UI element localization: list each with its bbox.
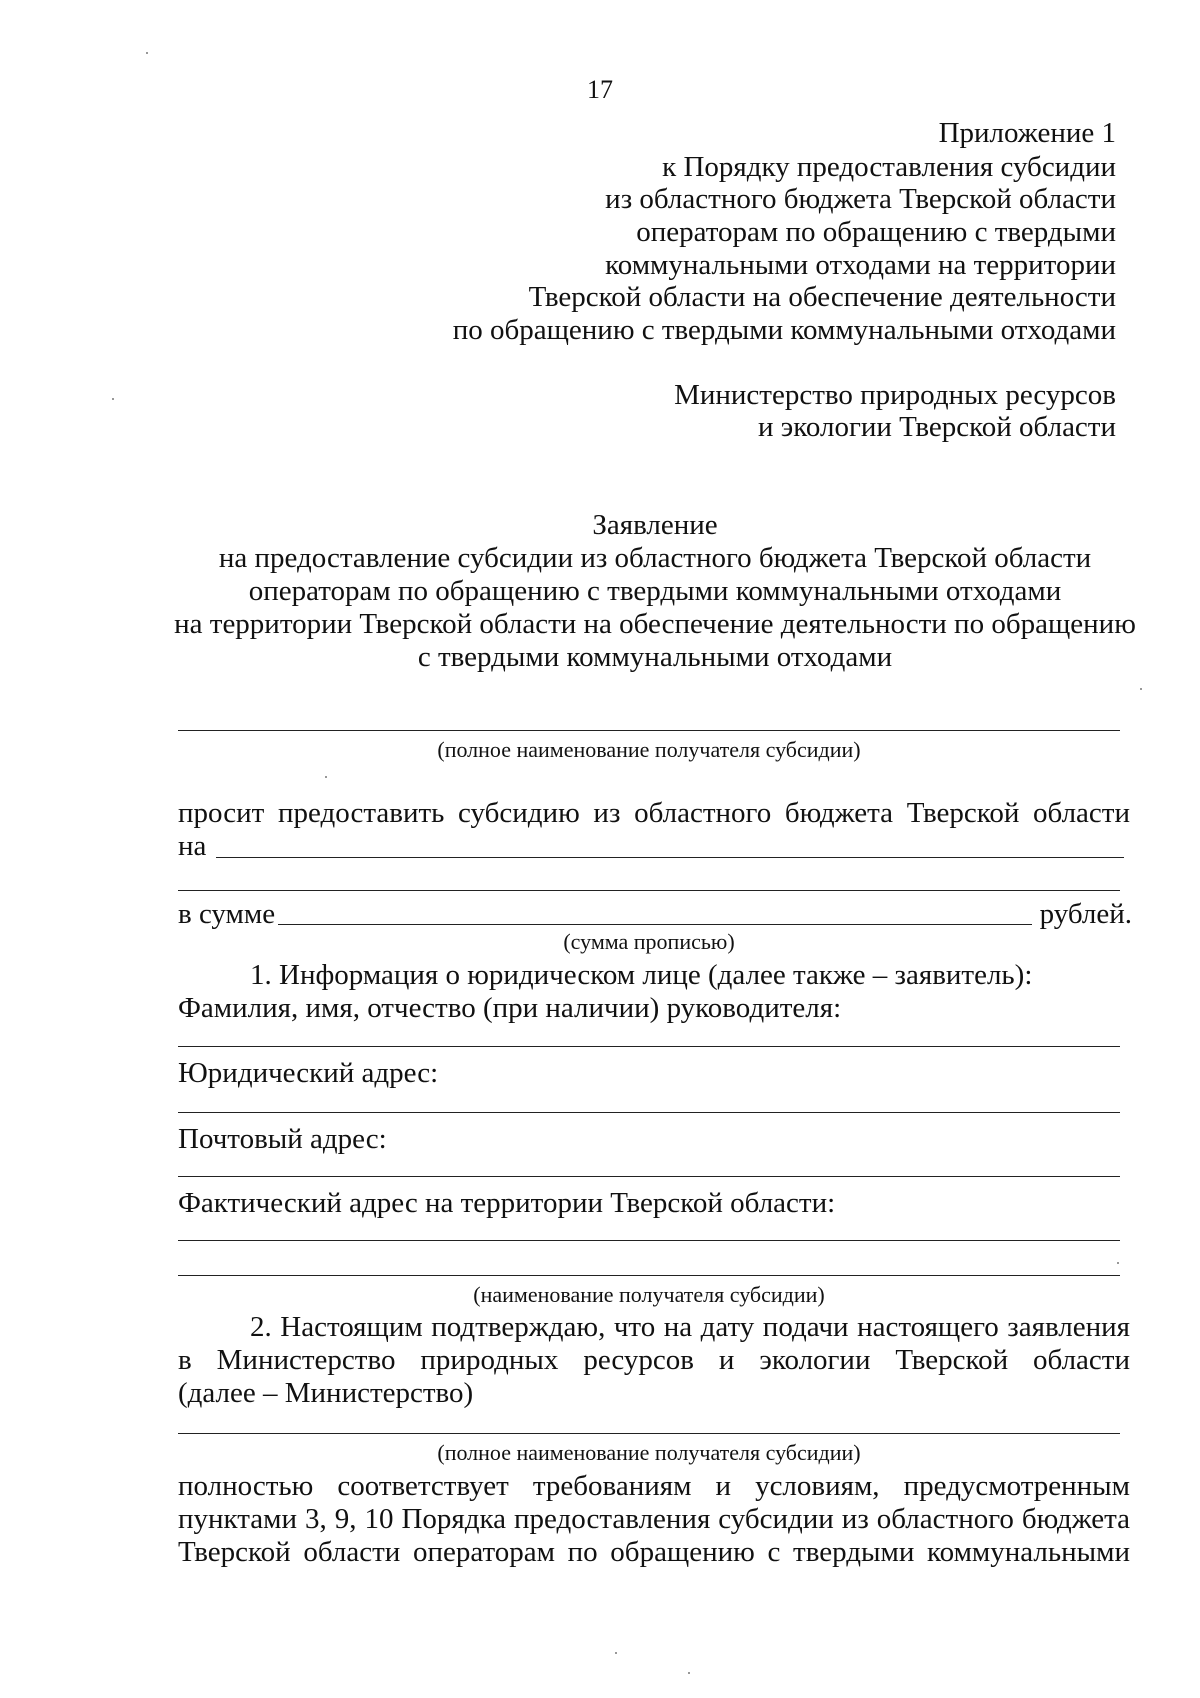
scan-speck [1140,688,1142,690]
tail-line: Тверской области операторам по обращению с твердыми коммунальными [178,1536,1130,1568]
head-name-field-line[interactable] [178,1046,1120,1047]
legal-address-field-line[interactable] [178,1112,1120,1113]
caption-recipient-name: (наименование получателя субсидии) [473,1282,825,1307]
legal-address-label: Юридический адрес: [178,1057,439,1089]
head-name-label: Фамилия, имя, отчество (при наличии) руководителя: [178,992,842,1024]
sum-field-line[interactable] [278,924,1032,925]
na-label: на [178,830,207,862]
scan-speck [146,52,148,54]
caption-full-name: (полное наименование получателя субсидии) [437,737,861,762]
actual-address-label: Фактический адрес на территории Тверской области: [178,1187,836,1219]
purpose-field-line-2[interactable] [178,890,1120,891]
page-number: 17 [587,75,613,104]
recipient-name-field-line[interactable] [178,730,1120,731]
scan-speck [112,398,114,400]
title-heading: Заявление [592,509,718,541]
appendix-line: по обращению с твердыми коммунальными отходами [452,314,1116,346]
rubles-label: рублей. [1039,898,1132,930]
purpose-field-line[interactable] [216,857,1124,858]
title-line: на предоставление субсидии из областного бюджета Тверской области [218,542,1092,574]
request-line: просит предоставить субсидию из областного бюджета Тверской области [178,797,1130,829]
section1-title: 1. Информация о юридическом лице (далее также – заявитель): [250,959,1033,991]
section2-line: (далее – Министерство) [178,1377,474,1409]
tail-line: полностью соответствует требованиям и условиям, предусмотренным [178,1470,1130,1502]
title-line: на территории Тверской области на обеспечение деятельности по обращению [174,608,1136,640]
addressee-line: и экологии Тверской области [758,411,1116,443]
sum-label: в сумме [178,898,276,930]
tail-line: пунктами 3, 9, 10 Порядка предоставления субсидии из областного бюджета [178,1503,1130,1535]
postal-address-label: Почтовый адрес: [178,1123,387,1155]
title-line: с твердыми коммунальными отходами [417,641,893,673]
title-line: операторам по обращению с твердыми коммунальными отходами [248,575,1062,607]
section2-line: 2. Настоящим подтверждаю, что на дату подачи настоящего заявления [250,1311,1130,1343]
actual-address-field-line[interactable] [178,1240,1120,1241]
scan-speck [615,1652,617,1654]
scan-speck [1117,1262,1119,1264]
recipient-name-field-line-2[interactable] [178,1275,1120,1276]
postal-address-field-line[interactable] [178,1176,1120,1177]
appendix-line: коммунальными отходами на территории [605,249,1116,281]
caption-sum-words: (сумма прописью) [563,929,735,954]
section2-line: в Министерство природных ресурсов и экологии Тверской области [178,1344,1130,1376]
appendix-line: из областного бюджета Тверской области [605,183,1116,215]
appendix-line: операторам по обращению с твердыми [636,216,1116,248]
appendix-line: к Порядку предоставления субсидии [662,151,1116,183]
scan-speck [688,1672,690,1674]
addressee-line: Министерство природных ресурсов [674,379,1116,411]
scan-speck [325,776,327,778]
appendix-line: Приложение 1 [938,117,1116,149]
recipient-name-field-line-3[interactable] [178,1433,1120,1434]
caption-full-name-2: (полное наименование получателя субсидии) [437,1440,861,1465]
appendix-line: Тверской области на обеспечение деятельности [528,281,1116,313]
